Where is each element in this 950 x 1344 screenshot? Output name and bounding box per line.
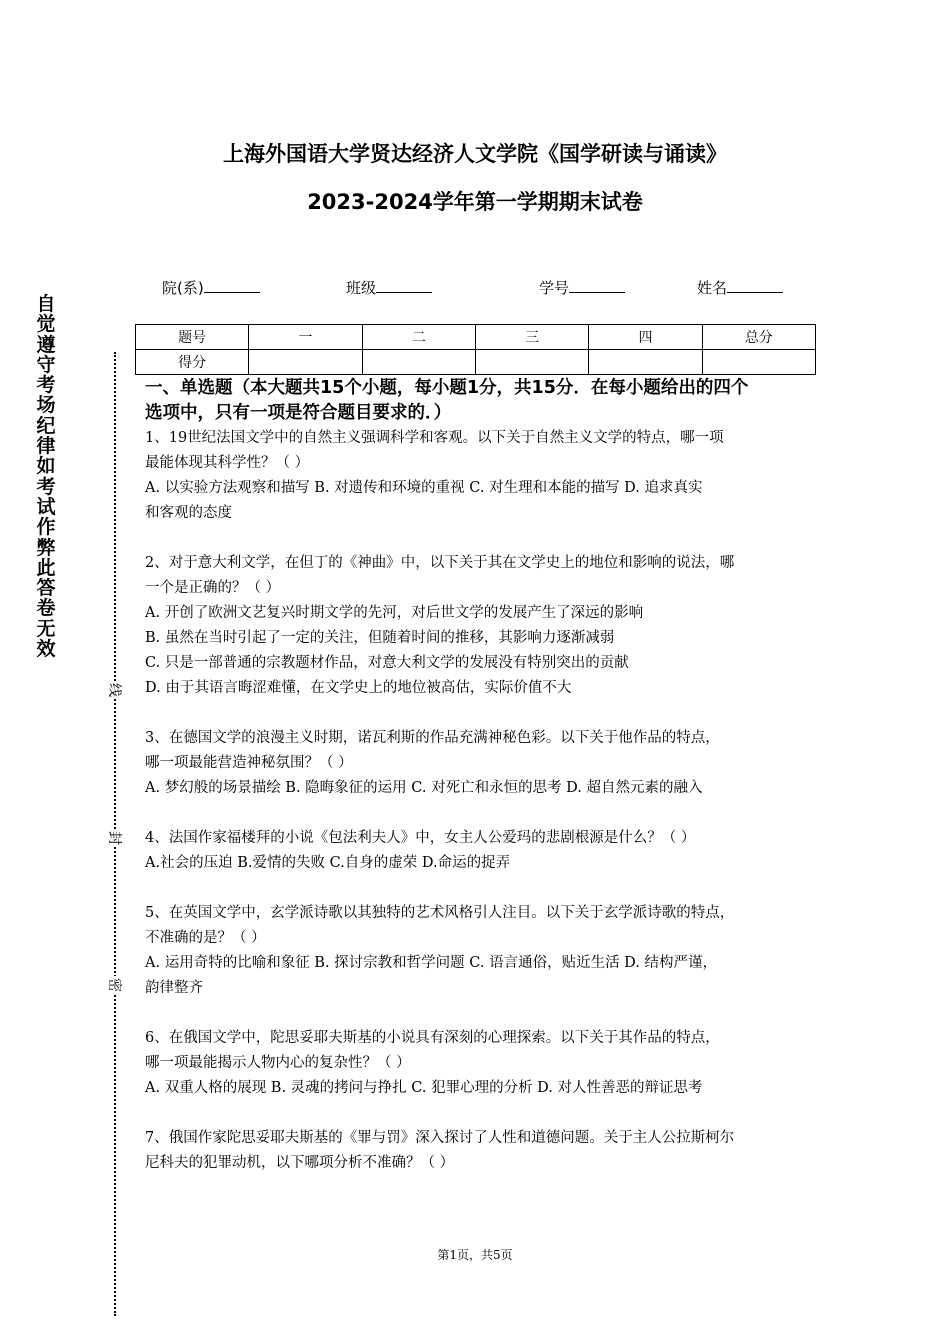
section-heading-line: 一、单选题（本大题共15个小题，每小题1分，共15分．在每小题给出的四个 — [145, 378, 749, 398]
question-list — [145, 426, 734, 1201]
question-line: D. 由于其语言晦涩难懂，在文学史上的地位被高估，实际价值不大 — [145, 680, 572, 696]
question-line: 3、在德国文学的浪漫主义时期，诺瓦利斯的作品充满神秘色彩。以下关于他作品的特点， — [145, 730, 720, 746]
question-line: 哪一项最能营造神秘氛围？（ ） — [145, 755, 353, 771]
question-line: 哪一项最能揭示人物内心的复杂性？（ ） — [145, 1055, 411, 1071]
question-line: 韵律整齐 — [145, 980, 203, 996]
exam-title-line1: 上海外国语大学贤达经济人文学院《国学研读与诵读》 — [223, 142, 727, 166]
question-line: B. 虽然在当时引起了一定的关注，但随着时间的推移，其影响力逐渐减弱 — [145, 630, 615, 646]
question-1 — [145, 426, 734, 526]
fill-blank[interactable] — [727, 278, 783, 293]
score-cell[interactable] — [589, 350, 702, 375]
cut-mark-secret: 密 — [105, 976, 125, 994]
field-class — [346, 277, 432, 298]
question-3 — [145, 726, 734, 801]
score-table — [135, 324, 816, 375]
score-cell[interactable] — [362, 350, 475, 375]
header-cell: 四 — [589, 325, 702, 350]
fill-blank[interactable] — [569, 278, 625, 293]
header-cell: 二 — [362, 325, 475, 350]
section-heading-line: 选项中，只有一项是符合题目要求的．） — [145, 403, 452, 423]
question-line: C. 只是一部普通的宗教题材作品，对意大利文学的发展没有特别突出的贡献 — [145, 655, 629, 671]
fill-blank[interactable] — [376, 278, 432, 293]
cut-mark-line: 线 — [105, 681, 125, 699]
field-name — [697, 277, 783, 298]
question-4 — [145, 826, 734, 876]
question-line: A. 以实验方法观察和描写 B. 对遗传和环境的重视 C. 对生理和本能的描写 D. 追求真实 — [145, 480, 703, 496]
score-table-row — [136, 350, 816, 375]
question-line: 5、在英国文学中，玄学派诗歌以其独特的艺术风格引人注目。以下关于玄学派诗歌的特点， — [145, 905, 735, 921]
fill-blank[interactable] — [204, 278, 260, 293]
field-label: 学号 — [539, 279, 570, 297]
header-cell: 三 — [475, 325, 588, 350]
question-line: 2、对于意大利文学，在但丁的《神曲》中，以下关于其在文学史上的地位和影响的说法，哪 — [145, 555, 735, 571]
question-line: A. 梦幻般的场景描绘 B. 隐晦象征的运用 C. 对死亡和永恒的思考 D. 超自然元素的融入 — [145, 780, 703, 796]
question-line: A. 运用奇特的比喻和象征 B. 探讨宗教和哲学问题 C. 语言通俗，贴近生活 D. 结构严谨， — [145, 955, 718, 971]
field-label: 姓名 — [697, 279, 728, 297]
question-2 — [145, 551, 734, 701]
question-line: 6、在俄国文学中，陀思妥耶夫斯基的小说具有深刻的心理探索。以下关于其作品的特点， — [145, 1030, 720, 1046]
row-label: 得分 — [136, 350, 249, 375]
question-5 — [145, 901, 734, 1001]
question-line: 和客观的态度 — [145, 505, 232, 521]
question-line: 不准确的是？（ ） — [145, 930, 266, 946]
header-cell: 题号 — [136, 325, 249, 350]
question-line: A.社会的压迫 B.爱情的失败 C.自身的虚荣 D.命运的捉弄 — [145, 855, 511, 871]
question-7 — [145, 1126, 734, 1176]
score-table-header — [136, 325, 816, 350]
question-line: 尼科夫的犯罪动机，以下哪项分析不准确？（ ） — [145, 1155, 455, 1171]
score-cell[interactable] — [475, 350, 588, 375]
field-student-id — [539, 277, 625, 298]
field-department — [162, 277, 260, 298]
field-label: 院(系) — [162, 279, 204, 297]
question-line: 最能体现其科学性？（ ） — [145, 455, 310, 471]
side-notice: 自觉遵守考场纪律如考试作弊此答卷无效 — [36, 293, 56, 661]
score-cell[interactable] — [702, 350, 815, 375]
question-line: A. 开创了欧洲文艺复兴时期文学的先河，对后世文学的发展产生了深远的影响 — [145, 605, 644, 621]
question-line: 1、19世纪法国文学中的自然主义强调科学和客观。以下关于自然主义文学的特点，哪一项 — [145, 430, 724, 446]
question-line: A. 双重人格的展现 B. 灵魂的拷问与挣扎 C. 犯罪心理的分析 D. 对人性善恶的辩证思考 — [145, 1080, 703, 1096]
field-label: 班级 — [346, 279, 377, 297]
question-line: 7、俄国作家陀思妥耶夫斯基的《罪与罚》深入探讨了人性和道德问题。关于主人公拉斯柯尔 — [145, 1130, 735, 1146]
page-footer: 第1页，共5页 — [437, 1248, 513, 1262]
question-line: 一个是正确的？（ ） — [145, 580, 281, 596]
exam-title-line2: 2023-2024学年第一学期期末试卷 — [307, 190, 643, 214]
header-cell: 一 — [249, 325, 362, 350]
question-line: 4、法国作家福楼拜的小说《包法利夫人》中，女主人公爱玛的悲剧根源是什么？（ ） — [145, 830, 696, 846]
question-6 — [145, 1026, 734, 1101]
score-cell[interactable] — [249, 350, 362, 375]
header-cell: 总分 — [702, 325, 815, 350]
cut-mark-seal: 封 — [105, 829, 125, 847]
section-heading — [145, 376, 748, 426]
